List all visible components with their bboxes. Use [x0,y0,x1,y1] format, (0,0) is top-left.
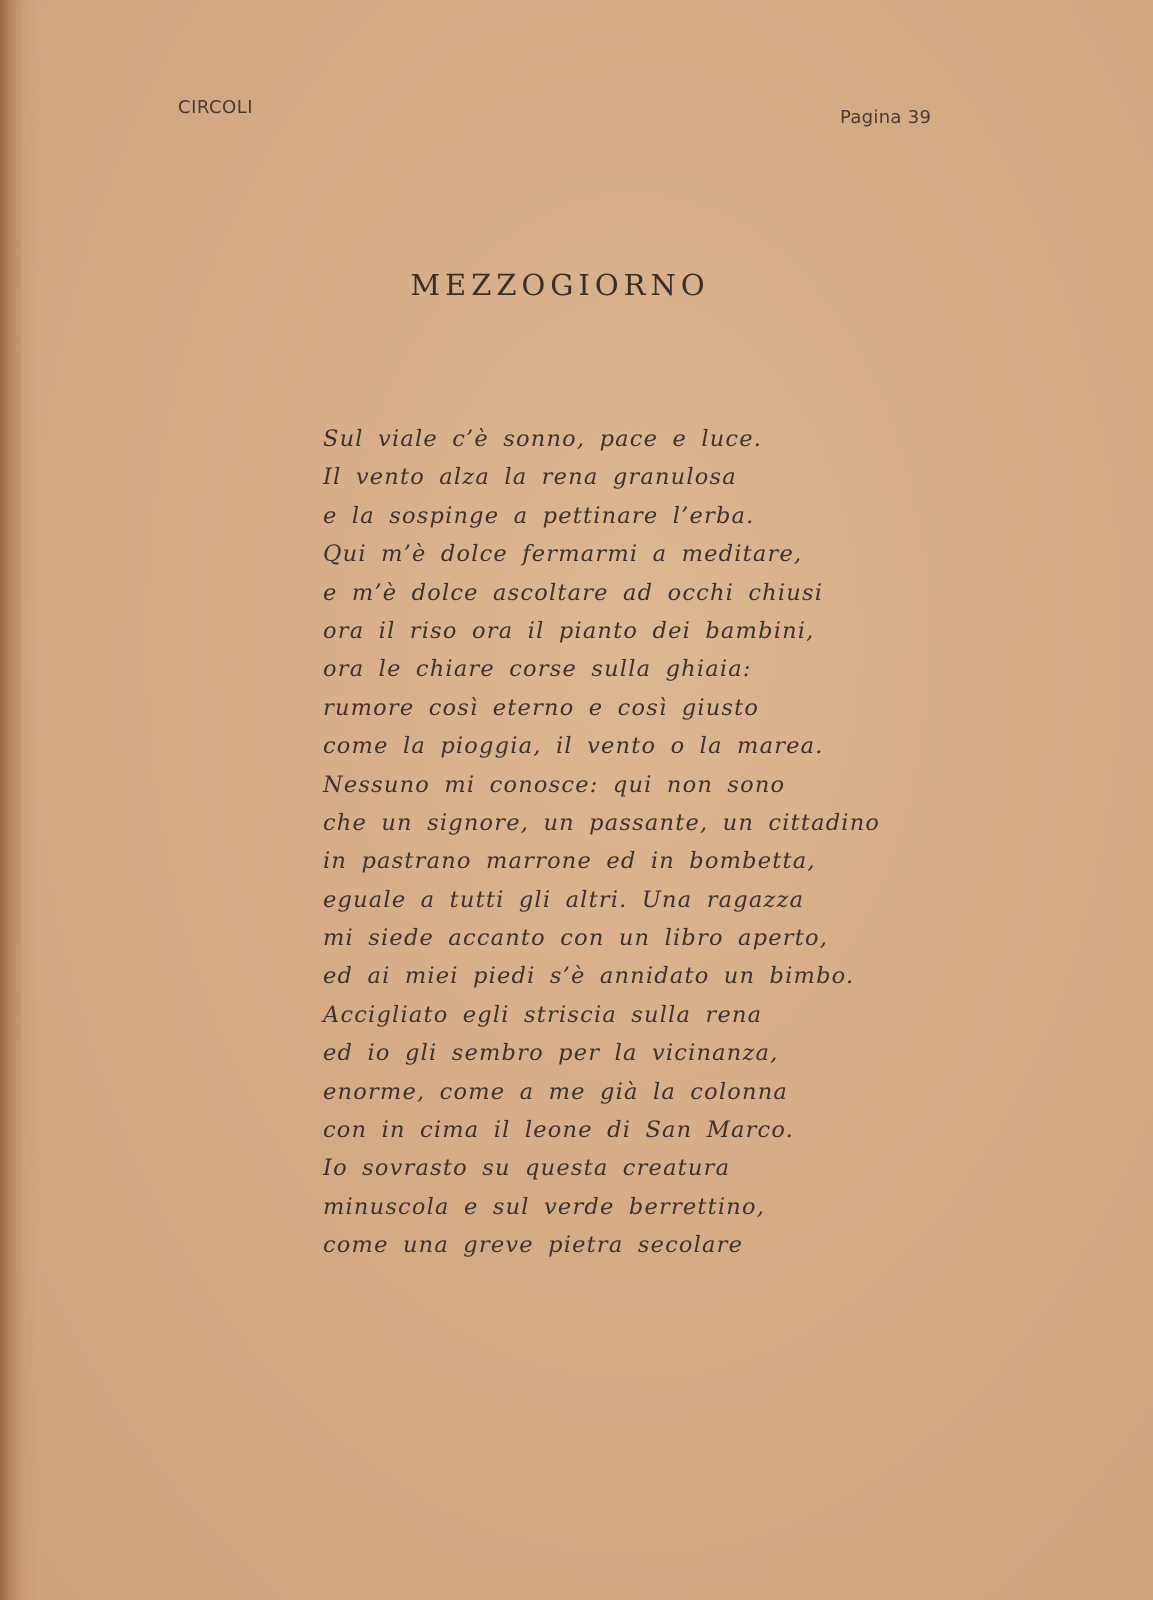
poem-title: MEZZOGIORNO [410,268,710,302]
poem-line: in pastrano marrone ed in bombetta, [323,848,816,875]
poem-line: ora le chiare corse sulla ghiaia: [323,656,752,683]
poem-line: Io sovrasto su questa creatura [323,1155,731,1182]
poem-line: ed ai miei piedi s’è annidato un bimbo. [323,963,855,990]
poem-line: come una greve pietra secolare [323,1232,744,1259]
poem-line: mi siede accanto con un libro aperto, [323,925,829,952]
running-head-section: CIRCOLI [178,97,254,118]
poem-line: enorme, come a me già la colonna [323,1078,788,1105]
poem-line: Il vento alza la rena granulosa [323,464,737,491]
page-binding-edge [0,0,22,1600]
poem-line: e m’è dolce ascoltare ad occhi chiusi [323,579,824,606]
poem-line: come la pioggia, il vento o la marea. [323,733,824,760]
poem-line: Accigliato egli striscia sulla rena [323,1001,763,1028]
poem-body [323,420,880,1265]
poem-line: Nessuno mi conosce: qui non sono [323,771,786,798]
poem-line: Sul viale c’è sonno, pace e luce. [323,426,763,452]
poem-line: eguale a tutti gli altri. Una ragazza [323,886,805,913]
poem-line: minuscola e sul verde berrettino, [323,1193,766,1220]
poem-line: rumore così eterno e così giusto [323,694,760,721]
poem-line: ora il riso ora il pianto dei bambini, [323,617,815,644]
poem-line: che un signore, un passante, un cittadino [323,809,881,836]
poem-line: Qui m’è dolce fermarmi a meditare, [323,541,803,568]
poem-line: e la sospinge a pettinare l’erba. [323,502,755,529]
poem-line: con in cima il leone di San Marco. [323,1117,795,1144]
running-head-page-number: Pagina 39 [840,107,932,128]
poem-line: ed io gli sembro per la vicinanza, [323,1040,779,1067]
